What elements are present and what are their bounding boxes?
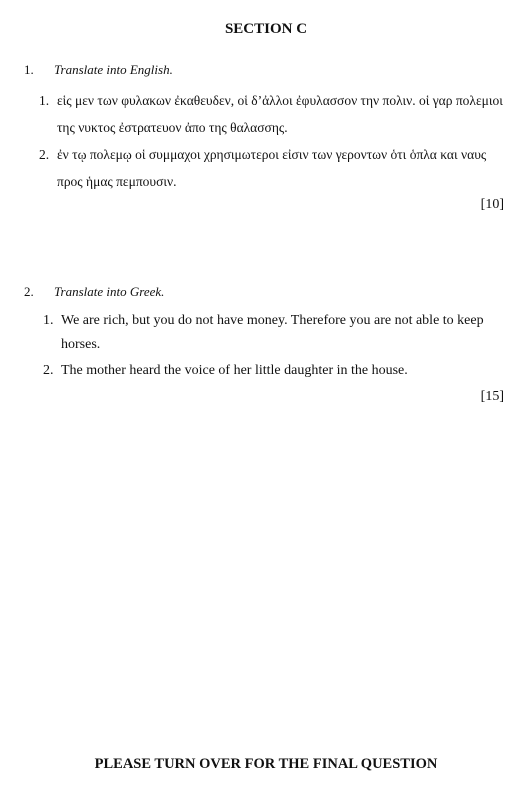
section-title: SECTION C: [224, 21, 308, 37]
question-1-instruction: Translate into English.: [54, 62, 173, 77]
item-text-greek: εἱς μεν των φυλακων ἐκαθευδεν, οἱ δ’ἀλλοι ἐφυλασσον την πολιν. οἱ γαρ πολεμιοι της νυκτος ἐστρατευον ἀπο της θαλασσης.: [57, 93, 503, 135]
question-1-item-1: [39, 87, 509, 141]
item-number: 1.: [43, 313, 54, 328]
question-1-item-2: [39, 141, 509, 195]
question-2-instruction: Translate into Greek.: [54, 284, 165, 299]
question-2-item-2: [43, 359, 511, 383]
footer-notice: PLEASE TURN OVER FOR THE FINAL QUESTION: [94, 756, 438, 772]
item-number: 2.: [43, 363, 54, 378]
question-2-header: [24, 284, 164, 300]
question-1-marks: [10]: [480, 197, 504, 212]
question-2-number: 2.: [24, 284, 34, 299]
question-2-item-1: [43, 309, 511, 357]
question-1-header: [24, 62, 173, 78]
item-text-english: The mother heard the voice of her little daughter in the house.: [61, 363, 408, 378]
question-1-number: 1.: [24, 62, 34, 77]
item-number: 2.: [39, 147, 50, 162]
item-text-greek: ἐν τῳ πολεμῳ οἱ συμμαχοι χρησιμωτεροι εἰσιν των γεροντων ὁτι ὁπλα και ναυς προς ἡμας πεμπουσιν.: [57, 147, 487, 189]
item-text-english: We are rich, but you do not have money. Therefore you are not able to keep horses.: [61, 313, 484, 352]
item-number: 1.: [39, 93, 50, 108]
question-2-marks: [15]: [480, 389, 504, 404]
